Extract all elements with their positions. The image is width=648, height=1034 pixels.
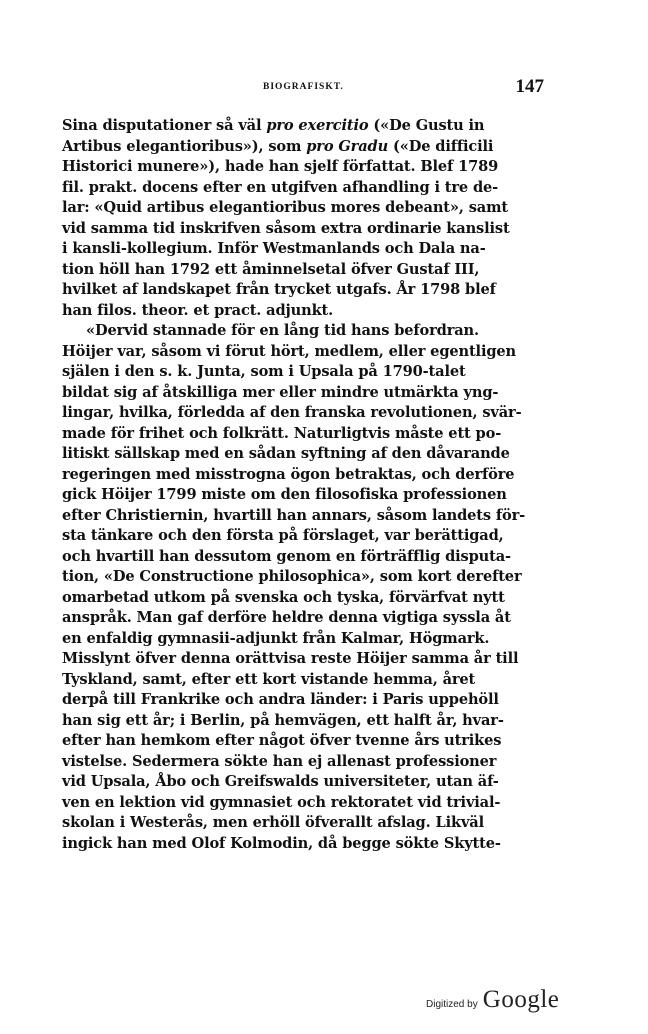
text-segment: skolan i Westerås, men erhöll öfverallt afslag. Likväl: [62, 814, 484, 831]
text-segment: lingar, hvilka, förledda af den franska revolutionen, svär-: [62, 404, 522, 421]
text-segment: regeringen med misstrogna ögon betraktas, och derföre: [62, 465, 515, 483]
google-logo: Google: [482, 986, 560, 1013]
text-segment: själen i den s. k. Junta, som i Upsala på 1790-talet: [62, 363, 466, 380]
text-segment: («De difficili: [388, 137, 494, 155]
text-line: [62, 321, 546, 342]
text-segment: hvilket af landskapet från trycket utgafs. År 1798 blef: [62, 281, 496, 298]
text-segment: Tyskland, samt, efter ett kort vistande hemma, året: [62, 670, 476, 688]
text-segment: Sina disputationer så väl: [62, 117, 267, 134]
text-line: [62, 342, 546, 363]
text-segment: han sig ett år; i Berlin, på hemvägen, ett halft år, hvar-: [62, 711, 504, 729]
text-line: [62, 813, 546, 834]
text-line: [62, 383, 546, 404]
text-line: [62, 485, 546, 506]
text-segment: litiskt sällskap med en sådan syftning af den dåvarande: [62, 445, 510, 462]
text-line: [62, 711, 546, 732]
text-segment: och hvartill han dessutom genom en förträfflig disputa-: [62, 547, 511, 565]
text-line: [62, 301, 546, 322]
text-line: [62, 588, 546, 609]
text-line: [62, 731, 546, 752]
text-segment: tion höll han 1792 ett åminnelsetal öfver Gustaf III,: [62, 260, 480, 278]
text-line: [62, 219, 546, 240]
text-segment: «Dervid stannade för en lång tid hans befordran.: [86, 322, 479, 339]
text-line: [62, 403, 546, 424]
text-line: [62, 649, 546, 670]
text-line: [62, 198, 546, 219]
text-line: [62, 670, 546, 691]
text-line: [62, 629, 546, 650]
text-segment: made för frihet och folkrätt. Naturligtvis måste ett po-: [62, 424, 502, 442]
text-segment: Historici munere»), hade han sjelf författat. Blef 1789: [62, 158, 499, 175]
text-line: [62, 157, 546, 178]
text-line: [62, 834, 546, 855]
text-line: [62, 608, 546, 629]
italic-text-segment: pro Gradu: [306, 137, 389, 155]
text-segment: gick Höijer 1799 miste om den filosofiska professionen: [62, 486, 507, 503]
text-segment: Artibus elegantioribus»), som: [62, 137, 307, 155]
text-line: [62, 260, 546, 281]
text-segment: tion, «De Constructione philosophica», som kort derefter: [62, 568, 522, 585]
text-segment: ingick han med Olof Kolmodin, då begge sökte Skytte-: [62, 834, 501, 852]
text-segment: i kansli-kollegium. Inför Westmanlands och Dala na-: [62, 240, 486, 257]
text-line: [62, 506, 546, 527]
text-segment: Höijer var, såsom vi förut hört, medlem, eller egentligen: [62, 342, 516, 360]
text-segment: sta tänkare och den första på förslaget, var berättigad,: [62, 527, 504, 544]
text-segment: bildat sig af åtskilliga mer eller mindre utmärkta yng-: [62, 383, 499, 401]
digitized-by-label: Digitized by: [426, 999, 478, 1010]
text-segment: vistelse. Sedermera sökte han ej allenast professioner: [62, 752, 497, 770]
text-segment: en enfaldig gymnasii-adjunkt från Kalmar, Högmark.: [62, 629, 490, 647]
page-number: 147: [515, 76, 544, 97]
text-segment: vid samma tid inskrifven såsom extra ordinarie kanslist: [62, 219, 510, 237]
text-line: [62, 362, 546, 383]
text-line: [62, 116, 546, 137]
body-text: [62, 116, 546, 854]
text-segment: efter Christiernin, hvartill han annars, såsom landets för-: [62, 506, 526, 524]
text-segment: omarbetad utkom på svenska och tyska, förvärfvat nytt: [62, 588, 505, 606]
digitized-by-google-watermark: [426, 986, 559, 1014]
text-segment: anspråk. Man gaf derföre heldre denna vigtiga syssla åt: [62, 609, 511, 626]
text-segment: («De Gustu in: [368, 117, 485, 134]
text-segment: fil. prakt. docens efter en utgifven afhandling i tre de-: [62, 178, 499, 196]
text-segment: lar: «Quid artibus elegantioribus mores debeant», samt: [62, 199, 508, 216]
text-line: [62, 239, 546, 260]
text-segment: derpå till Frankrike och andra länder: i Paris uppehöll: [62, 691, 499, 708]
page-header: [62, 76, 544, 100]
text-segment: Misslynt öfver denna orättvisa reste Höijer samma år till: [62, 650, 519, 667]
text-line: [62, 465, 546, 486]
text-segment: efter han hemkom efter något öfver tvenne års utrikes: [62, 732, 502, 749]
text-line: [62, 752, 546, 773]
text-line: [62, 424, 546, 445]
text-line: [62, 547, 546, 568]
text-segment: vid Upsala, Åbo och Greifswalds universiteter, utan äf-: [62, 773, 499, 790]
text-line: [62, 690, 546, 711]
text-line: [62, 444, 546, 465]
running-head: BIOGRAFISKT.: [263, 82, 344, 92]
text-segment: han filos. theor. et pract. adjunkt.: [62, 301, 334, 319]
text-line: [62, 526, 546, 547]
text-segment: ven en lektion vid gymnasiet och rektoratet vid trivial-: [62, 793, 501, 811]
text-line: [62, 772, 546, 793]
text-line: [62, 137, 546, 158]
text-line: [62, 280, 546, 301]
text-line: [62, 178, 546, 199]
text-line: [62, 567, 546, 588]
italic-text-segment: pro exercitio: [266, 117, 369, 134]
text-line: [62, 793, 546, 814]
